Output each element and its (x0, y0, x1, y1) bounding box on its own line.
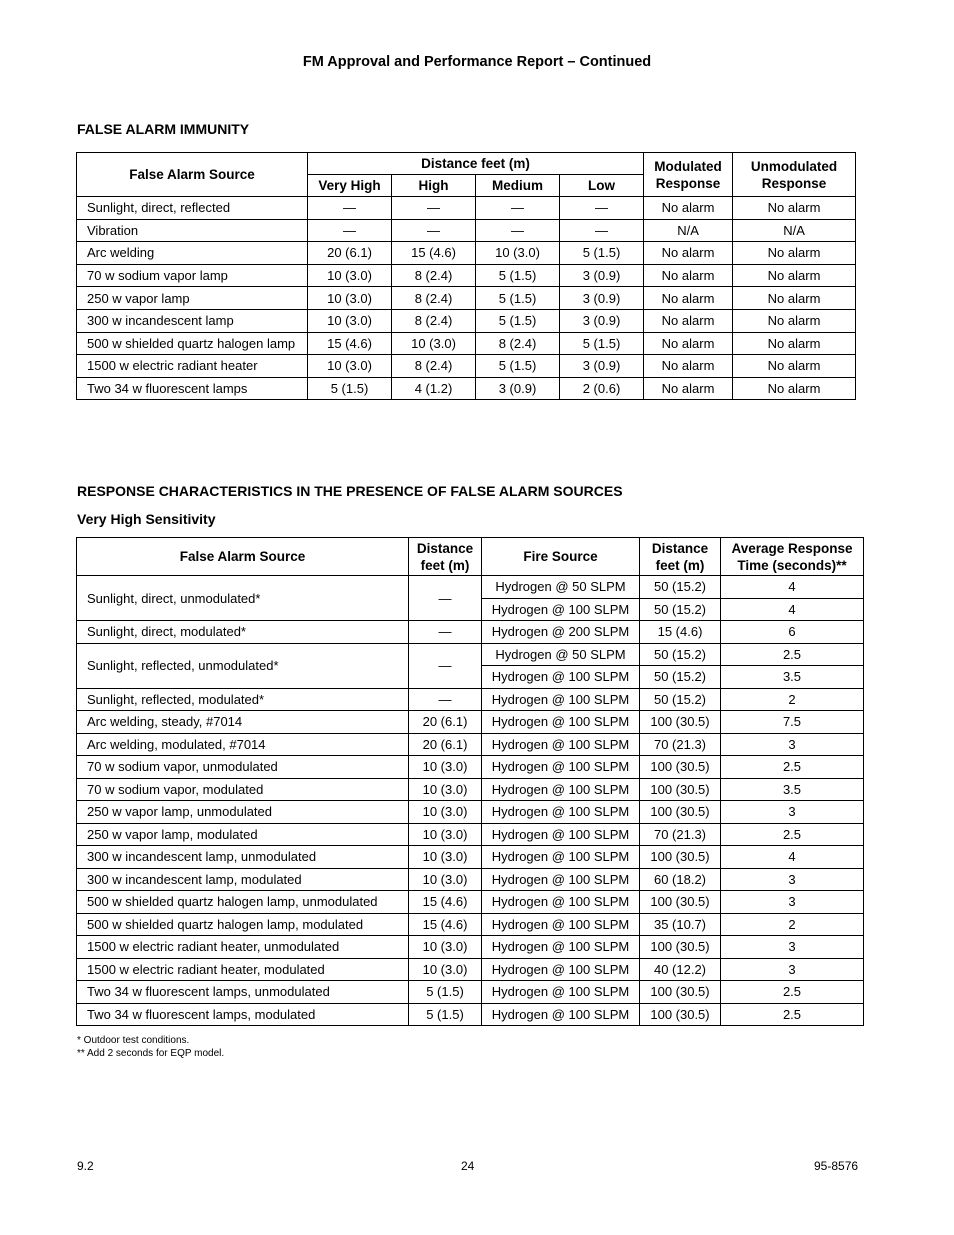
source-cell: 250 w vapor lamp (77, 287, 308, 310)
table-row (77, 823, 864, 846)
source-distance-cell: — (409, 643, 482, 688)
low-cell: — (560, 197, 644, 220)
very-high-cell: 5 (1.5) (308, 377, 392, 400)
false-alarm-immunity-table (76, 152, 856, 400)
modulated-cell: No alarm (644, 197, 733, 220)
medium-cell: 3 (0.9) (476, 377, 560, 400)
modulated-cell: No alarm (644, 287, 733, 310)
very-high-cell: 15 (4.6) (308, 332, 392, 355)
source-cell: 300 w incandescent lamp, unmodulated (77, 846, 409, 869)
fire-source-cell: Hydrogen @ 100 SLPM (482, 958, 640, 981)
source-cell: Two 34 w fluorescent lamps, modulated (77, 1003, 409, 1026)
source-distance-cell: 20 (6.1) (409, 733, 482, 756)
source-distance-cell: 10 (3.0) (409, 756, 482, 779)
footnote-outdoor: * Outdoor test conditions. (77, 1035, 190, 1046)
fire-distance-cell: 100 (30.5) (640, 846, 721, 869)
medium-cell: 5 (1.5) (476, 264, 560, 287)
very-high-cell: 10 (3.0) (308, 355, 392, 378)
fire-distance-cell: 70 (21.3) (640, 823, 721, 846)
table-row (77, 264, 856, 287)
high-cell: 8 (2.4) (392, 264, 476, 287)
page-title: FM Approval and Performance Report – Continued (302, 54, 652, 70)
response-time-cell: 2 (721, 913, 864, 936)
source-cell: Two 34 w fluorescent lamps (77, 377, 308, 400)
source-cell: Sunlight, reflected, modulated* (77, 688, 409, 711)
unmodulated-cell: N/A (733, 219, 856, 242)
table-row (77, 733, 864, 756)
source-cell: 300 w incandescent lamp (77, 309, 308, 332)
fire-distance-cell: 50 (15.2) (640, 643, 721, 666)
source-distance-cell: 15 (4.6) (409, 891, 482, 914)
header-unmodulated-response: Unmodulated Response (733, 153, 856, 197)
header-distance-fire: Distance feet (m) (640, 538, 721, 576)
low-cell: 3 (0.9) (560, 264, 644, 287)
medium-cell: 5 (1.5) (476, 309, 560, 332)
unmodulated-cell: No alarm (733, 197, 856, 220)
source-distance-cell: 5 (1.5) (409, 981, 482, 1004)
fire-distance-cell: 15 (4.6) (640, 621, 721, 644)
response-time-cell: 4 (721, 576, 864, 599)
very-high-cell: 10 (3.0) (308, 287, 392, 310)
table-row (77, 332, 856, 355)
fire-source-cell: Hydrogen @ 100 SLPM (482, 801, 640, 824)
unmodulated-cell: No alarm (733, 309, 856, 332)
immunity-heading: FALSE ALARM IMMUNITY (77, 121, 250, 137)
source-distance-cell: 10 (3.0) (409, 868, 482, 891)
table-row (77, 778, 864, 801)
source-cell: Vibration (77, 219, 308, 242)
response-characteristics-table (76, 537, 864, 1026)
response-time-cell: 3 (721, 936, 864, 959)
table-row (77, 219, 856, 242)
source-cell: Arc welding, modulated, #7014 (77, 733, 409, 756)
source-distance-cell: — (409, 688, 482, 711)
source-cell: 250 w vapor lamp, unmodulated (77, 801, 409, 824)
source-cell: 250 w vapor lamp, modulated (77, 823, 409, 846)
response-heading: RESPONSE CHARACTERISTICS IN THE PRESENCE OF FALSE ALARM SOURCES (77, 483, 623, 499)
fire-distance-cell: 100 (30.5) (640, 936, 721, 959)
source-cell: Sunlight, direct, modulated* (77, 621, 409, 644)
table-row (77, 958, 864, 981)
unmodulated-cell: No alarm (733, 264, 856, 287)
table-row (77, 688, 864, 711)
high-cell: — (392, 197, 476, 220)
medium-cell: 10 (3.0) (476, 242, 560, 265)
high-cell: 4 (1.2) (392, 377, 476, 400)
response-time-cell: 3 (721, 733, 864, 756)
table-row (77, 891, 864, 914)
fire-source-cell: Hydrogen @ 100 SLPM (482, 868, 640, 891)
response-time-cell: 6 (721, 621, 864, 644)
response-time-cell: 4 (721, 846, 864, 869)
fire-distance-cell: 35 (10.7) (640, 913, 721, 936)
response-time-cell: 3 (721, 958, 864, 981)
source-cell: 300 w incandescent lamp, modulated (77, 868, 409, 891)
unmodulated-cell: No alarm (733, 355, 856, 378)
response-time-cell: 2.5 (721, 823, 864, 846)
header-high: High (392, 175, 476, 197)
source-cell: Sunlight, direct, reflected (77, 197, 308, 220)
fire-distance-cell: 100 (30.5) (640, 891, 721, 914)
fire-distance-cell: 100 (30.5) (640, 801, 721, 824)
fire-source-cell: Hydrogen @ 100 SLPM (482, 891, 640, 914)
fire-source-cell: Hydrogen @ 100 SLPM (482, 598, 640, 621)
fire-source-cell: Hydrogen @ 100 SLPM (482, 913, 640, 936)
medium-cell: 5 (1.5) (476, 355, 560, 378)
footer-version: 9.2 (77, 1159, 94, 1173)
high-cell: 8 (2.4) (392, 309, 476, 332)
response-time-cell: 3 (721, 801, 864, 824)
table-row (77, 936, 864, 959)
response-time-cell: 2.5 (721, 1003, 864, 1026)
header-fire-source: Fire Source (482, 538, 640, 576)
modulated-cell: No alarm (644, 309, 733, 332)
fire-distance-cell: 50 (15.2) (640, 688, 721, 711)
fire-source-cell: Hydrogen @ 100 SLPM (482, 846, 640, 869)
modulated-cell: N/A (644, 219, 733, 242)
source-distance-cell: 10 (3.0) (409, 958, 482, 981)
fire-source-cell: Hydrogen @ 50 SLPM (482, 576, 640, 599)
medium-cell: 5 (1.5) (476, 287, 560, 310)
header-very-high: Very High (308, 175, 392, 197)
fire-distance-cell: 100 (30.5) (640, 778, 721, 801)
modulated-cell: No alarm (644, 377, 733, 400)
table-row (77, 1003, 864, 1026)
source-distance-cell: 10 (3.0) (409, 846, 482, 869)
footnotes (77, 1034, 224, 1060)
source-cell: 1500 w electric radiant heater, unmodulated (77, 936, 409, 959)
very-high-cell: — (308, 197, 392, 220)
source-cell: Sunlight, reflected, unmodulated* (77, 643, 409, 688)
fire-distance-cell: 100 (30.5) (640, 981, 721, 1004)
fire-source-cell: Hydrogen @ 50 SLPM (482, 643, 640, 666)
high-cell: 15 (4.6) (392, 242, 476, 265)
fire-source-cell: Hydrogen @ 100 SLPM (482, 688, 640, 711)
source-distance-cell: 15 (4.6) (409, 913, 482, 936)
fire-distance-cell: 100 (30.5) (640, 711, 721, 734)
source-distance-cell: 10 (3.0) (409, 823, 482, 846)
fire-source-cell: Hydrogen @ 100 SLPM (482, 733, 640, 756)
source-cell: Arc welding (77, 242, 308, 265)
response-time-cell: 2.5 (721, 981, 864, 1004)
unmodulated-cell: No alarm (733, 287, 856, 310)
fire-distance-cell: 60 (18.2) (640, 868, 721, 891)
low-cell: 5 (1.5) (560, 332, 644, 355)
table-row (77, 643, 864, 666)
table-row (77, 287, 856, 310)
response-time-cell: 3.5 (721, 778, 864, 801)
fire-source-cell: Hydrogen @ 100 SLPM (482, 711, 640, 734)
source-cell: Two 34 w fluorescent lamps, unmodulated (77, 981, 409, 1004)
footer-document-number: 95-8576 (814, 1159, 859, 1173)
low-cell: 2 (0.6) (560, 377, 644, 400)
source-cell: 1500 w electric radiant heater, modulated (77, 958, 409, 981)
fire-source-cell: Hydrogen @ 100 SLPM (482, 981, 640, 1004)
fire-source-cell: Hydrogen @ 100 SLPM (482, 666, 640, 689)
unmodulated-cell: No alarm (733, 332, 856, 355)
very-high-cell: 10 (3.0) (308, 264, 392, 287)
source-cell: 70 w sodium vapor lamp (77, 264, 308, 287)
table-row (77, 197, 856, 220)
table-row (77, 242, 856, 265)
source-cell: 1500 w electric radiant heater (77, 355, 308, 378)
high-cell: 10 (3.0) (392, 332, 476, 355)
fire-source-cell: Hydrogen @ 100 SLPM (482, 823, 640, 846)
fire-distance-cell: 100 (30.5) (640, 1003, 721, 1026)
response-table-body (77, 576, 864, 1026)
source-cell: 70 w sodium vapor, modulated (77, 778, 409, 801)
fire-source-cell: Hydrogen @ 200 SLPM (482, 621, 640, 644)
source-cell: 70 w sodium vapor, unmodulated (77, 756, 409, 779)
fire-source-cell: Hydrogen @ 100 SLPM (482, 778, 640, 801)
fire-distance-cell: 50 (15.2) (640, 666, 721, 689)
low-cell: 3 (0.9) (560, 355, 644, 378)
table-row (77, 621, 864, 644)
fire-distance-cell: 70 (21.3) (640, 733, 721, 756)
very-high-cell: — (308, 219, 392, 242)
source-cell: 500 w shielded quartz halogen lamp, unmodulated (77, 891, 409, 914)
very-high-cell: 10 (3.0) (308, 309, 392, 332)
fire-distance-cell: 40 (12.2) (640, 958, 721, 981)
unmodulated-cell: No alarm (733, 377, 856, 400)
very-high-cell: 20 (6.1) (308, 242, 392, 265)
response-subheading: Very High Sensitivity (77, 511, 216, 527)
modulated-cell: No alarm (644, 242, 733, 265)
source-distance-cell: 10 (3.0) (409, 778, 482, 801)
footnote-eqp: ** Add 2 seconds for EQP model. (77, 1048, 225, 1059)
table-row (77, 756, 864, 779)
high-cell: 8 (2.4) (392, 355, 476, 378)
response-time-cell: 2.5 (721, 756, 864, 779)
response-time-cell: 7.5 (721, 711, 864, 734)
fire-distance-cell: 50 (15.2) (640, 576, 721, 599)
modulated-cell: No alarm (644, 264, 733, 287)
response-time-cell: 3 (721, 868, 864, 891)
fire-distance-cell: 50 (15.2) (640, 598, 721, 621)
header-false-alarm-source: False Alarm Source (77, 538, 409, 576)
immunity-table-body (77, 197, 856, 400)
source-distance-cell: 10 (3.0) (409, 801, 482, 824)
source-cell: 500 w shielded quartz halogen lamp (77, 332, 308, 355)
table-row (77, 981, 864, 1004)
source-distance-cell: 5 (1.5) (409, 1003, 482, 1026)
footer-page-number: 24 (461, 1159, 475, 1173)
source-distance-cell: — (409, 576, 482, 621)
low-cell: 5 (1.5) (560, 242, 644, 265)
medium-cell: — (476, 197, 560, 220)
source-distance-cell: 20 (6.1) (409, 711, 482, 734)
low-cell: — (560, 219, 644, 242)
response-time-cell: 3 (721, 891, 864, 914)
modulated-cell: No alarm (644, 332, 733, 355)
header-distance-group: Distance feet (m) (308, 153, 644, 175)
fire-source-cell: Hydrogen @ 100 SLPM (482, 1003, 640, 1026)
source-cell: Sunlight, direct, unmodulated* (77, 576, 409, 621)
fire-distance-cell: 100 (30.5) (640, 756, 721, 779)
header-distance-false-alarm: Distance feet (m) (409, 538, 482, 576)
table-row (77, 801, 864, 824)
table-row (77, 377, 856, 400)
source-distance-cell: — (409, 621, 482, 644)
table-row (77, 846, 864, 869)
header-modulated-response: Modulated Response (644, 153, 733, 197)
low-cell: 3 (0.9) (560, 287, 644, 310)
response-time-cell: 2 (721, 688, 864, 711)
source-distance-cell: 10 (3.0) (409, 936, 482, 959)
table-row (77, 355, 856, 378)
source-cell: 500 w shielded quartz halogen lamp, modulated (77, 913, 409, 936)
table-row (77, 309, 856, 332)
fire-source-cell: Hydrogen @ 100 SLPM (482, 756, 640, 779)
medium-cell: 8 (2.4) (476, 332, 560, 355)
table-row (77, 913, 864, 936)
response-time-cell: 3.5 (721, 666, 864, 689)
table-row (77, 711, 864, 734)
fire-source-cell: Hydrogen @ 100 SLPM (482, 936, 640, 959)
high-cell: — (392, 219, 476, 242)
modulated-cell: No alarm (644, 355, 733, 378)
low-cell: 3 (0.9) (560, 309, 644, 332)
header-medium: Medium (476, 175, 560, 197)
unmodulated-cell: No alarm (733, 242, 856, 265)
header-average-response-time: Average Response Time (seconds)** (721, 538, 864, 576)
header-low: Low (560, 175, 644, 197)
source-cell: Arc welding, steady, #7014 (77, 711, 409, 734)
header-false-alarm-source: False Alarm Source (77, 153, 308, 197)
table-row (77, 576, 864, 599)
response-time-cell: 4 (721, 598, 864, 621)
medium-cell: — (476, 219, 560, 242)
high-cell: 8 (2.4) (392, 287, 476, 310)
table-row (77, 868, 864, 891)
response-time-cell: 2.5 (721, 643, 864, 666)
